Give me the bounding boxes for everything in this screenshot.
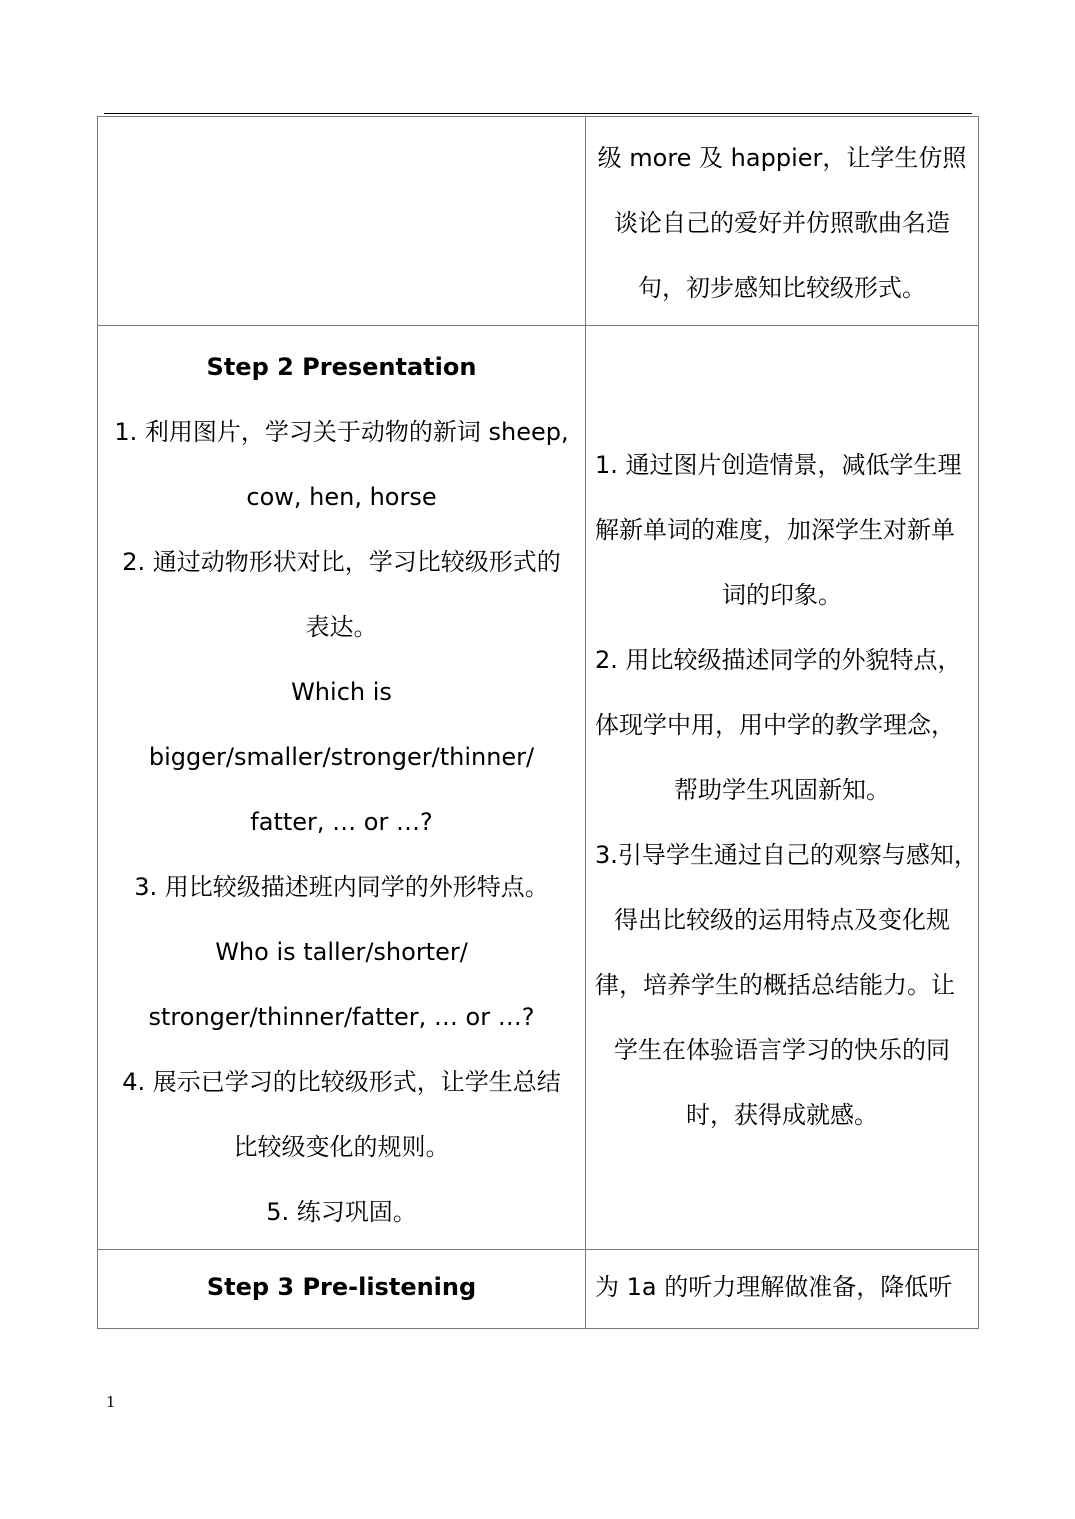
purpose-line: 级 more 及 happier，让学生仿照	[597, 144, 967, 172]
header-rule	[104, 113, 972, 114]
activity-line: 比较级变化的规则。	[233, 1133, 450, 1161]
purpose-line: 学生在体验语言学习的快乐的同	[614, 1036, 950, 1064]
activity-line: 2. 通过动物形状对比，学习比较级形式的	[122, 548, 561, 576]
purpose-line: 3.引导学生通过自己的观察与感知，	[595, 841, 978, 869]
purpose-line: 时，获得成就感。	[686, 1101, 878, 1129]
activity-line: stronger/thinner/fatter, … or …?	[148, 1003, 535, 1031]
purpose-cell	[586, 117, 979, 326]
activity-cell	[98, 117, 586, 326]
activity-line: 3. 用比较级描述班内同学的外形特点。	[134, 873, 549, 901]
lesson-plan-table	[97, 116, 979, 1329]
activity-line: 4. 展示已学习的比较级形式，让学生总结	[122, 1068, 561, 1096]
activity-line: Which is	[291, 678, 392, 706]
activity-line: 5. 练习巩固。	[266, 1198, 417, 1226]
activity-cell	[98, 1250, 586, 1329]
purpose-line: 帮助学生巩固新知。	[674, 776, 890, 804]
purpose-line: 谈论自己的爱好并仿照歌曲名造	[614, 209, 950, 237]
purpose-line: 2. 用比较级描述同学的外貌特点，	[595, 646, 962, 674]
activity-line: bigger/smaller/stronger/thinner/	[148, 743, 535, 771]
activity-cell	[98, 326, 586, 1250]
activity-line: 1. 利用图片，学习关于动物的新词 sheep,	[114, 418, 569, 446]
step-heading: Step 3 Pre-listening	[206, 1273, 477, 1301]
purpose-line: 律，培养学生的概括总结能力。让	[595, 971, 955, 999]
purpose-line: 词的印象。	[722, 581, 842, 609]
purpose-line: 得出比较级的运用特点及变化规	[614, 906, 950, 934]
purpose-line: 解新单词的难度，加深学生对新单	[595, 516, 955, 544]
activity-line: cow, hen, horse	[246, 483, 437, 511]
purpose-line: 1. 通过图片创造情景，减低学生理	[595, 451, 962, 479]
activity-line: 表达。	[305, 613, 378, 641]
table-row	[98, 117, 979, 326]
table-row	[98, 1250, 979, 1329]
activity-line: Who is taller/shorter/	[215, 938, 468, 966]
purpose-line: 体现学中用，用中学的教学理念，	[595, 711, 955, 739]
purpose-cell	[586, 1250, 979, 1329]
step-heading: Step 2 Presentation	[206, 353, 477, 381]
purpose-cell	[586, 326, 979, 1250]
purpose-line: 句，初步感知比较级形式。	[638, 274, 926, 302]
page-number: 1	[106, 1393, 116, 1411]
activity-line: fatter, … or …?	[250, 808, 433, 836]
table-row	[98, 326, 979, 1250]
purpose-line: 为 1a 的听力理解做准备，降低听	[595, 1273, 953, 1301]
